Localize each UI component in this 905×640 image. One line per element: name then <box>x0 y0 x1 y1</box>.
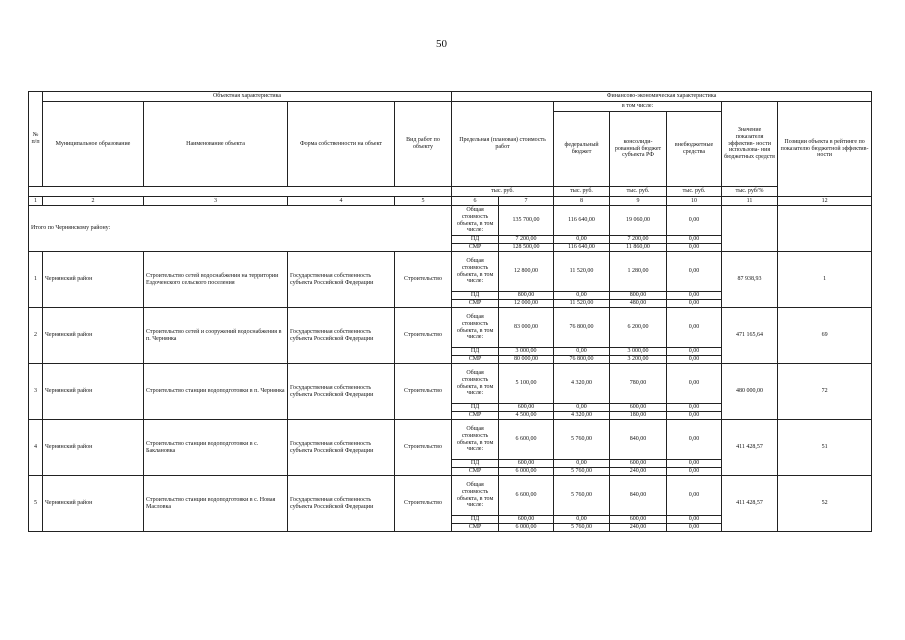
cost-type: Общая стоимость объекта, в том числе: <box>452 476 499 516</box>
cost-total: 600,00 <box>499 460 554 468</box>
row-ownership: Государственная собственность субъекта Российской Федерации <box>288 308 395 364</box>
header-rank: Позиции объекта в рейтинге по показателю бюджетной эффектив- ности <box>778 102 872 197</box>
row-object-name: Строительство станции водоподготовки в с. Новая Масловка <box>144 476 288 532</box>
row-rank: 1 <box>778 252 872 308</box>
cost-total: 12 800,00 <box>499 252 554 292</box>
cost-consolidated: 240,00 <box>610 524 667 532</box>
row-indicator: 471 165,64 <box>722 308 778 364</box>
header-municipality: Муниципальное образование <box>43 102 144 187</box>
cost-extra: 0,00 <box>667 516 722 524</box>
row-ownership: Государственная собственность субъекта Российской Федерации <box>288 420 395 476</box>
table-row <box>29 308 872 348</box>
cost-total: 6 600,00 <box>499 420 554 460</box>
row-work-type: Строительство <box>395 252 452 308</box>
cost-consolidated: 780,00 <box>610 364 667 404</box>
row-ownership: Государственная собственность субъекта Российской Федерации <box>288 364 395 420</box>
cost-consolidated: 480,00 <box>610 300 667 308</box>
row-num: 1 <box>29 252 43 308</box>
cost-federal: 4 320,00 <box>554 412 610 420</box>
cost-federal: 5 760,00 <box>554 420 610 460</box>
col-number: 7 <box>499 197 554 206</box>
table-row <box>29 252 872 292</box>
cost-federal: 0,00 <box>554 292 610 300</box>
row-object-name: Строительство сетей и сооружений водоснабжения в п. Чернянка <box>144 308 288 364</box>
cost-consolidated: 3 200,00 <box>610 356 667 364</box>
col-number: 1 <box>29 197 43 206</box>
cost-type: Общая стоимость объекта, в том числе: <box>452 308 499 348</box>
cost-total: 600,00 <box>499 516 554 524</box>
cost-consolidated: 3 000,00 <box>610 348 667 356</box>
cost-consolidated: 840,00 <box>610 476 667 516</box>
cost-type: СМР <box>452 356 499 364</box>
cost-type: Общая стоимость объекта, в том числе: <box>452 206 499 236</box>
header-consolidated: консолиди- рованный бюджет субъекта РФ <box>610 112 667 187</box>
header-object-name: Наименование объекта <box>144 102 288 187</box>
col-number: 4 <box>288 197 395 206</box>
unit-consolidated: тыс. руб. <box>610 187 667 197</box>
cost-extra: 0,00 <box>667 364 722 404</box>
cost-federal: 5 760,00 <box>554 468 610 476</box>
cost-consolidated: 19 060,00 <box>610 206 667 236</box>
row-rank: 52 <box>778 476 872 532</box>
row-rank: 72 <box>778 364 872 420</box>
row-object-name: Строительство сетей водоснабжения на территории Ездоченского сельского поселения <box>144 252 288 308</box>
table-row <box>29 476 872 516</box>
cost-consolidated: 240,00 <box>610 468 667 476</box>
cost-type: СМР <box>452 524 499 532</box>
total-indicator <box>722 206 778 252</box>
cost-federal: 0,00 <box>554 404 610 412</box>
cost-federal: 0,00 <box>554 348 610 356</box>
table-row <box>29 206 872 236</box>
cost-consolidated: 600,00 <box>610 516 667 524</box>
cost-extra: 0,00 <box>667 206 722 236</box>
cost-federal: 116 640,00 <box>554 244 610 252</box>
cost-type: СМР <box>452 244 499 252</box>
row-num: 4 <box>29 420 43 476</box>
cost-federal: 11 520,00 <box>554 252 610 292</box>
cost-type: СМР <box>452 412 499 420</box>
cost-total: 800,00 <box>499 292 554 300</box>
cost-total: 3 000,00 <box>499 348 554 356</box>
unit-federal: тыс. руб. <box>554 187 610 197</box>
total-label: Итого по Чернянскому району: <box>29 206 452 252</box>
col-number: 3 <box>144 197 288 206</box>
cost-type: ПД <box>452 292 499 300</box>
cost-type: ПД <box>452 348 499 356</box>
cost-consolidated: 840,00 <box>610 420 667 460</box>
row-municipality: Чернянский район <box>43 308 144 364</box>
row-ownership: Государственная собственность субъекта Российской Федерации <box>288 476 395 532</box>
cost-federal: 76 800,00 <box>554 356 610 364</box>
header-object-group: Объектная характеристика <box>43 92 452 102</box>
col-number: 10 <box>667 197 722 206</box>
cost-consolidated: 600,00 <box>610 404 667 412</box>
cost-consolidated: 6 200,00 <box>610 308 667 348</box>
cost-extra: 0,00 <box>667 468 722 476</box>
row-indicator: 411 428,57 <box>722 420 778 476</box>
cost-total: 6 000,00 <box>499 524 554 532</box>
unit-cost: тыс. руб. <box>452 187 554 197</box>
row-municipality: Чернянский район <box>43 252 144 308</box>
cost-total: 12 000,00 <box>499 300 554 308</box>
cost-federal: 5 760,00 <box>554 524 610 532</box>
row-municipality: Чернянский район <box>43 420 144 476</box>
cost-type: ПД <box>452 236 499 244</box>
cost-extra: 0,00 <box>667 412 722 420</box>
col-number: 2 <box>43 197 144 206</box>
row-rank: 69 <box>778 308 872 364</box>
table-row <box>29 364 872 404</box>
cost-total: 83 000,00 <box>499 308 554 348</box>
cost-extra: 0,00 <box>667 244 722 252</box>
cost-consolidated: 7 200,00 <box>610 236 667 244</box>
row-num: 2 <box>29 308 43 364</box>
row-work-type: Строительство <box>395 420 452 476</box>
cost-type: ПД <box>452 516 499 524</box>
total-rank <box>778 206 872 252</box>
col-number: 6 <box>452 197 499 206</box>
cost-type: Общая стоимость объекта, в том числе: <box>452 364 499 404</box>
cost-federal: 0,00 <box>554 516 610 524</box>
cost-type: СМР <box>452 468 499 476</box>
cost-total: 5 100,00 <box>499 364 554 404</box>
header-extrabudget: внебюджетные средства <box>667 112 722 187</box>
row-num: 3 <box>29 364 43 420</box>
row-object-name: Строительство станции водоподготовки в с. Баклановка <box>144 420 288 476</box>
col-number: 8 <box>554 197 610 206</box>
cost-extra: 0,00 <box>667 460 722 468</box>
row-work-type: Строительство <box>395 364 452 420</box>
cost-total: 4 500,00 <box>499 412 554 420</box>
cost-consolidated: 180,00 <box>610 412 667 420</box>
cost-consolidated: 800,00 <box>610 292 667 300</box>
cost-extra: 0,00 <box>667 252 722 292</box>
col-number: 12 <box>778 197 872 206</box>
header-including: в том числе: <box>554 102 722 112</box>
table-row <box>29 420 872 460</box>
col-number: 5 <box>395 197 452 206</box>
cost-federal: 116 640,00 <box>554 206 610 236</box>
cost-type: ПД <box>452 460 499 468</box>
cost-extra: 0,00 <box>667 356 722 364</box>
cost-extra: 0,00 <box>667 292 722 300</box>
cost-extra: 0,00 <box>667 300 722 308</box>
cost-federal: 0,00 <box>554 236 610 244</box>
cost-extra: 0,00 <box>667 308 722 348</box>
row-num: 5 <box>29 476 43 532</box>
cost-type: СМР <box>452 300 499 308</box>
cost-total: 80 000,00 <box>499 356 554 364</box>
cost-total: 7 200,00 <box>499 236 554 244</box>
cost-total: 128 500,00 <box>499 244 554 252</box>
row-work-type: Строительство <box>395 308 452 364</box>
cost-total: 6 000,00 <box>499 468 554 476</box>
cost-type: Общая стоимость объекта, в том числе: <box>452 252 499 292</box>
header-finance-group: Финансово-экономическая характеристика <box>452 92 872 102</box>
row-indicator: 411 428,57 <box>722 476 778 532</box>
row-municipality: Чернянский район <box>43 476 144 532</box>
cost-type: ПД <box>452 404 499 412</box>
row-municipality: Чернянский район <box>43 364 144 420</box>
header-work-type: Вид работ по объекту <box>395 102 452 187</box>
cost-federal: 4 320,00 <box>554 364 610 404</box>
cost-consolidated: 600,00 <box>610 460 667 468</box>
cost-consolidated: 1 280,00 <box>610 252 667 292</box>
header-indicator: Значение показателя эффектив- ности использова- ния бюджетных средств <box>722 102 778 187</box>
unit-indicator: тыс. руб/% <box>722 187 778 197</box>
cost-consolidated: 11 860,00 <box>610 244 667 252</box>
row-rank: 51 <box>778 420 872 476</box>
cost-total: 6 600,00 <box>499 476 554 516</box>
cost-total: 135 700,00 <box>499 206 554 236</box>
cost-extra: 0,00 <box>667 420 722 460</box>
cost-extra: 0,00 <box>667 404 722 412</box>
cost-federal: 11 520,00 <box>554 300 610 308</box>
budget-table <box>28 91 872 532</box>
col-number: 9 <box>610 197 667 206</box>
cost-total: 600,00 <box>499 404 554 412</box>
row-indicator: 87 938,93 <box>722 252 778 308</box>
header-federal: федеральный бюджет <box>554 112 610 187</box>
cost-extra: 0,00 <box>667 524 722 532</box>
header-planned-cost: Предельная (плановая) стоимость работ <box>452 102 554 187</box>
header-ownership: Форма собственности на объект <box>288 102 395 187</box>
cost-federal: 0,00 <box>554 460 610 468</box>
row-indicator: 480 000,00 <box>722 364 778 420</box>
cost-type: Общая стоимость объекта, в том числе: <box>452 420 499 460</box>
cost-extra: 0,00 <box>667 236 722 244</box>
row-object-name: Строительство станции водоподготовки в п. Чернянка <box>144 364 288 420</box>
cost-extra: 0,00 <box>667 476 722 516</box>
unit-extra: тыс. руб. <box>667 187 722 197</box>
page-number: 50 <box>436 38 447 50</box>
col-number: 11 <box>722 197 778 206</box>
cost-federal: 76 800,00 <box>554 308 610 348</box>
cost-federal: 5 760,00 <box>554 476 610 516</box>
row-work-type: Строительство <box>395 476 452 532</box>
row-ownership: Государственная собственность субъекта Российской Федерации <box>288 252 395 308</box>
cost-extra: 0,00 <box>667 348 722 356</box>
header-num: № п/п <box>29 92 43 187</box>
